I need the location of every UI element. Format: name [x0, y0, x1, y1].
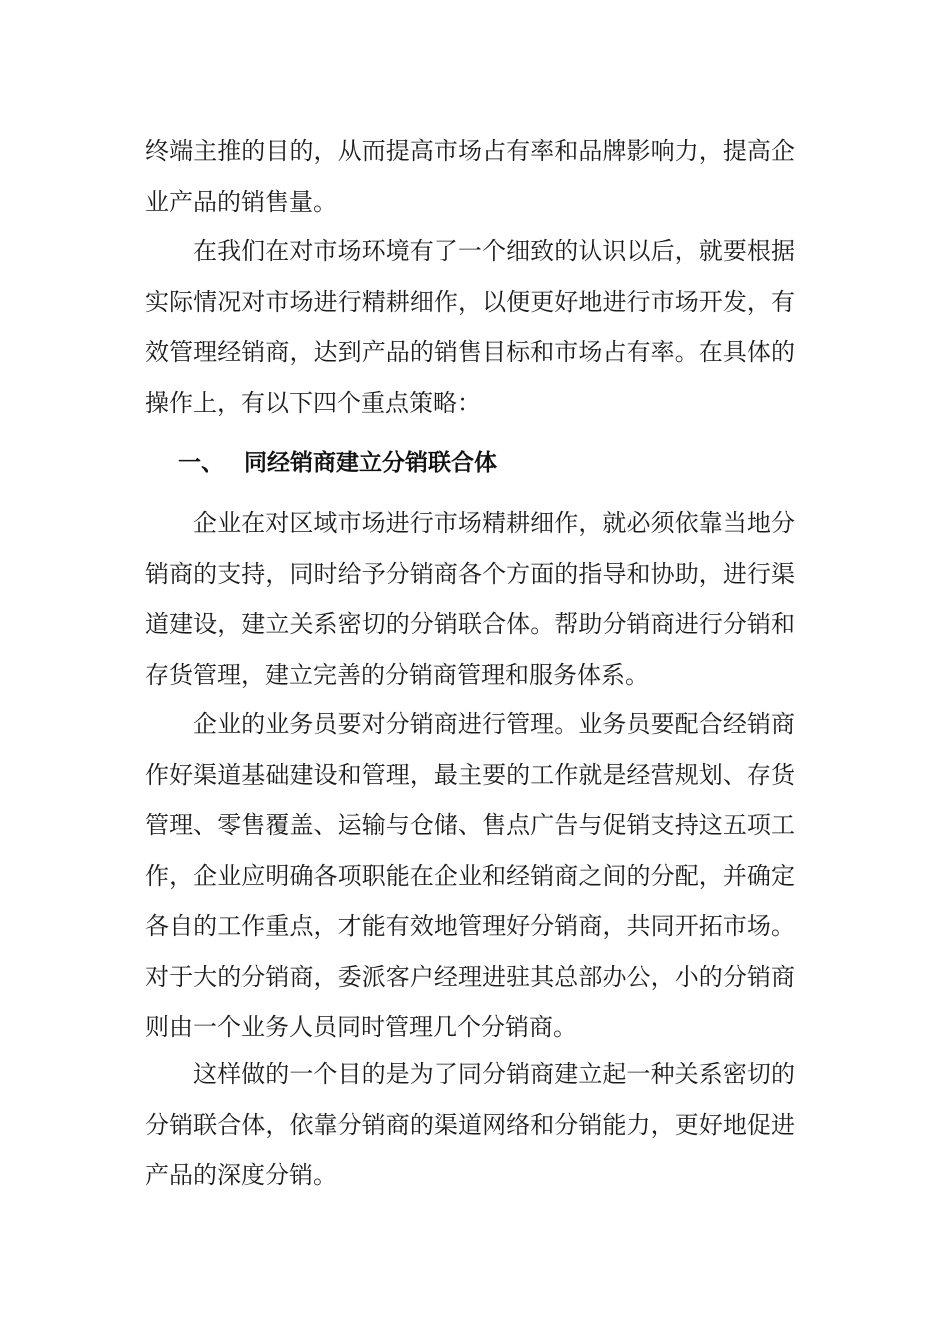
section-number: 一、 [178, 450, 224, 476]
section-title: 同经销商建立分销联合体 [244, 450, 497, 476]
paragraph-purpose: 这样做的一个目的是为了同分销商建立起一种关系密切的分销联合体，依靠分销商的渠道网络和分销能力，更好地促进产品的深度分销。 [145, 1060, 795, 1189]
paragraph-continuation: 终端主推的目的，从而提高市场占有率和品牌影响力，提高企业产品的销售量。 [145, 137, 795, 216]
paragraph-strategy-intro: 在我们在对市场环境有了一个细致的认识以后，就要根据实际情况对市场进行精耕细作，以便更好地进行市场开发，有效管理经销商，达到产品的销售目标和市场占有率。在具体的操作上，有以下四个重点策略： [145, 237, 795, 417]
paragraph-salesperson-management: 企业的业务员要对分销商进行管理。业务员要配合经销商作好渠道基础建设和管理，最主要的工作就是经营规划、存货管理、零售覆盖、运输与仓储、售点广告与促销支持这五项工作，企业应明确各项职能在企业和经销商之间的分配，并确定各自的工作重点，才能有效地管理好分销商，共同开拓市场。对于大的分销商，委派客户经理进驻其总部办公，小的分销商则由一个业务人员同时管理几个分销商。 [145, 710, 795, 1041]
section-heading [178, 446, 497, 480]
paragraph-distributor-support: 企业在对区域市场进行市场精耕细作，就必须依靠当地分销商的支持，同时给予分销商各个方面的指导和协助，进行渠道建设，建立关系密切的分销联合体。帮助分销商进行分销和存货管理，建立完善的分销商管理和服务体系。 [145, 509, 795, 689]
